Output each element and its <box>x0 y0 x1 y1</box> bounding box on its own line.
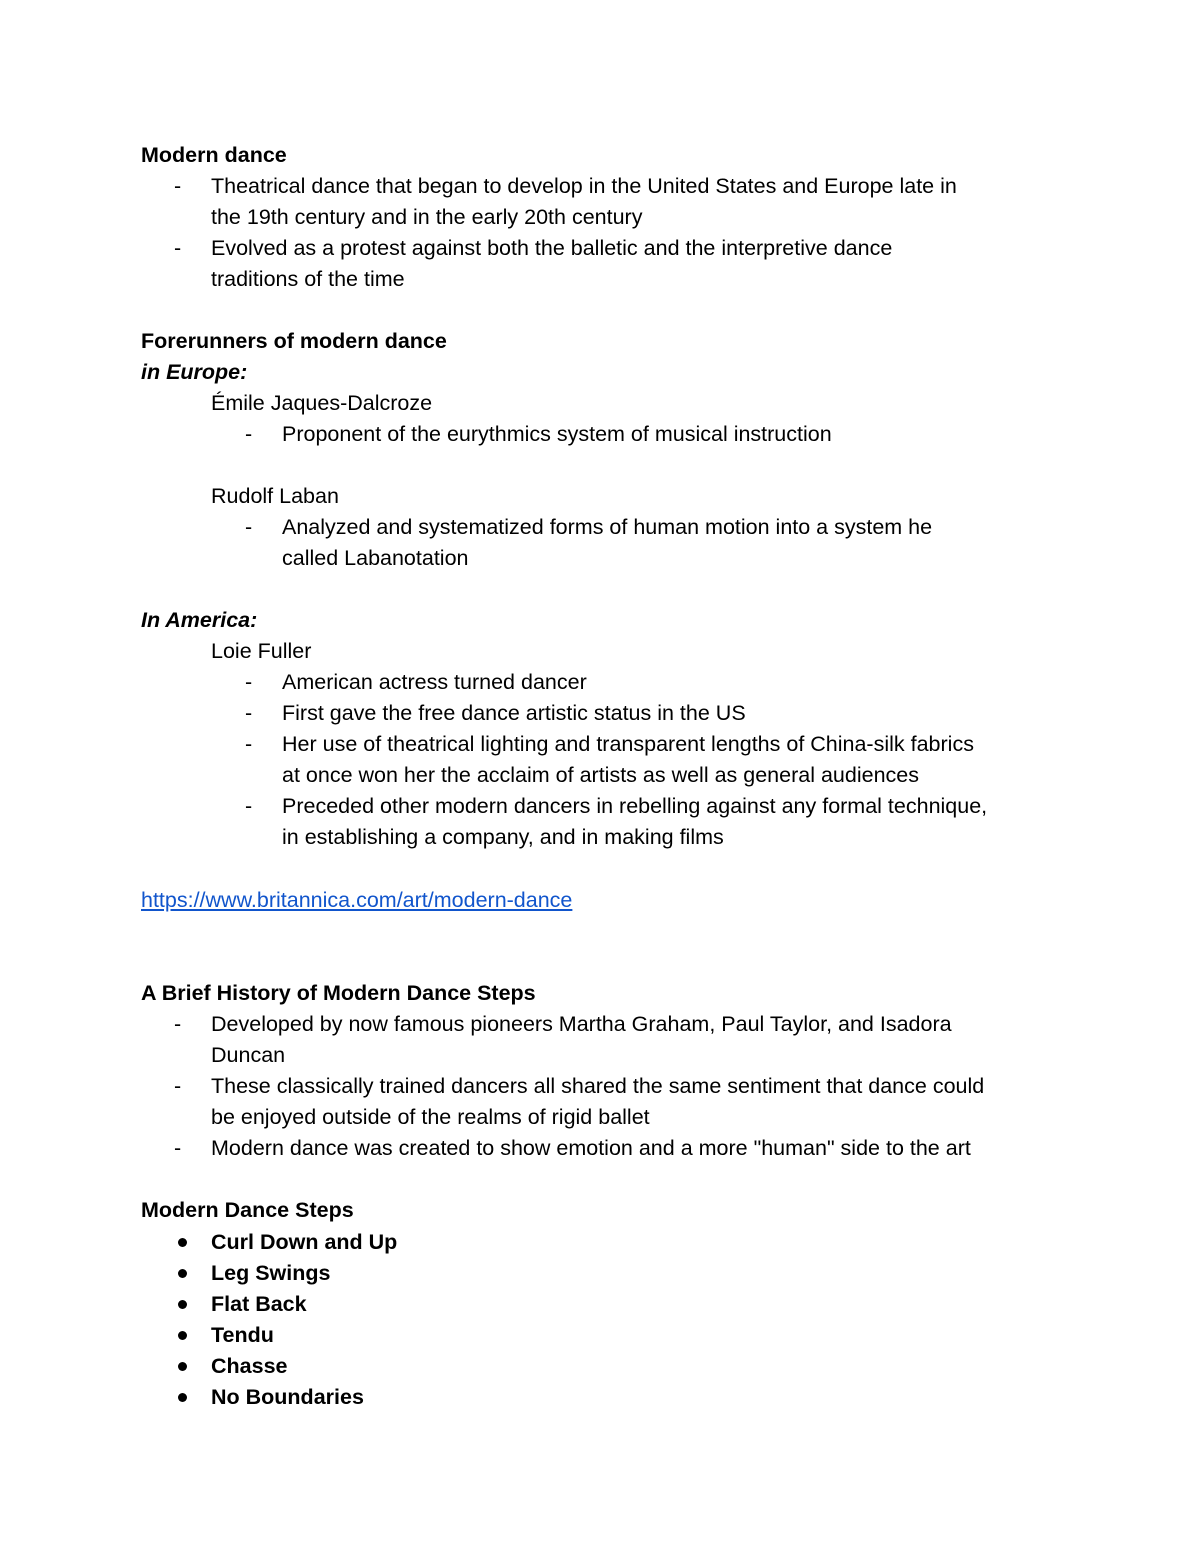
list-item-line: Preceded other modern dancers in rebelling against any formal technique, <box>282 794 988 818</box>
bullet-dot-icon <box>178 1269 187 1278</box>
bullet-dot-icon <box>178 1300 187 1309</box>
list-item-line: Proponent of the eurythmics system of musical instruction <box>282 422 832 446</box>
list-item-line: Duncan <box>211 1043 286 1067</box>
bullet-dot-icon <box>178 1238 187 1247</box>
section-heading-brief-history: A Brief History of Modern Dance Steps <box>141 981 536 1005</box>
list-item-line: Developed by now famous pioneers Martha Graham, Paul Taylor, and Isadora <box>211 1012 952 1036</box>
list-item-line: Her use of theatrical lighting and transparent lengths of China-silk fabrics <box>282 732 974 756</box>
dash-marker: - <box>174 236 182 260</box>
subheading-america: In America: <box>141 608 258 632</box>
list-item-line: Evolved as a protest against both the balletic and the interpretive dance <box>211 236 893 260</box>
list-item-line: the 19th century and in the early 20th century <box>211 205 643 229</box>
bullet-dot-icon <box>178 1393 187 1402</box>
list-item-line: Modern dance was created to show emotion and a more "human" side to the art <box>211 1136 971 1160</box>
step-item: Tendu <box>211 1323 274 1347</box>
section-heading-forerunners: Forerunners of modern dance <box>141 329 447 353</box>
list-item-line: Analyzed and systematized forms of human motion into a system he <box>282 515 933 539</box>
dash-marker: - <box>245 701 253 725</box>
dash-marker: - <box>245 732 253 756</box>
dash-marker: - <box>174 1136 182 1160</box>
list-item-line: traditions of the time <box>211 267 405 291</box>
dash-marker: - <box>174 1074 182 1098</box>
bullet-dot-icon <box>178 1331 187 1340</box>
dash-marker: - <box>174 1012 182 1036</box>
step-item: Curl Down and Up <box>211 1230 398 1254</box>
person-name: Émile Jaques-Dalcroze <box>211 391 433 415</box>
dash-marker: - <box>245 794 253 818</box>
list-item-line: First gave the free dance artistic status in the US <box>282 701 746 725</box>
dash-marker: - <box>245 670 253 694</box>
source-link[interactable]: https://www.britannica.com/art/modern-dance <box>141 888 573 912</box>
list-item-line: in establishing a company, and in making films <box>282 825 724 849</box>
list-item-line: be enjoyed outside of the realms of rigid ballet <box>211 1105 650 1129</box>
list-item-line: American actress turned dancer <box>282 670 587 694</box>
step-item: Chasse <box>211 1354 288 1378</box>
step-item: Flat Back <box>211 1292 307 1316</box>
step-item: Leg Swings <box>211 1261 331 1285</box>
section-heading-steps: Modern Dance Steps <box>141 1198 354 1222</box>
person-name: Rudolf Laban <box>211 484 339 508</box>
step-item: No Boundaries <box>211 1385 364 1409</box>
person-name: Loie Fuller <box>211 639 312 663</box>
list-item-line: called Labanotation <box>282 546 469 570</box>
section-heading-modern-dance: Modern dance <box>141 143 287 167</box>
subheading-europe: in Europe: <box>141 360 248 384</box>
dash-marker: - <box>245 515 253 539</box>
list-item-line: These classically trained dancers all shared the same sentiment that dance could <box>211 1074 985 1098</box>
dash-marker: - <box>245 422 253 446</box>
list-item-line: at once won her the acclaim of artists as well as general audiences <box>282 763 919 787</box>
dash-marker: - <box>174 174 182 198</box>
list-item-line: Theatrical dance that began to develop in the United States and Europe late in <box>211 174 957 198</box>
bullet-dot-icon <box>178 1362 187 1371</box>
